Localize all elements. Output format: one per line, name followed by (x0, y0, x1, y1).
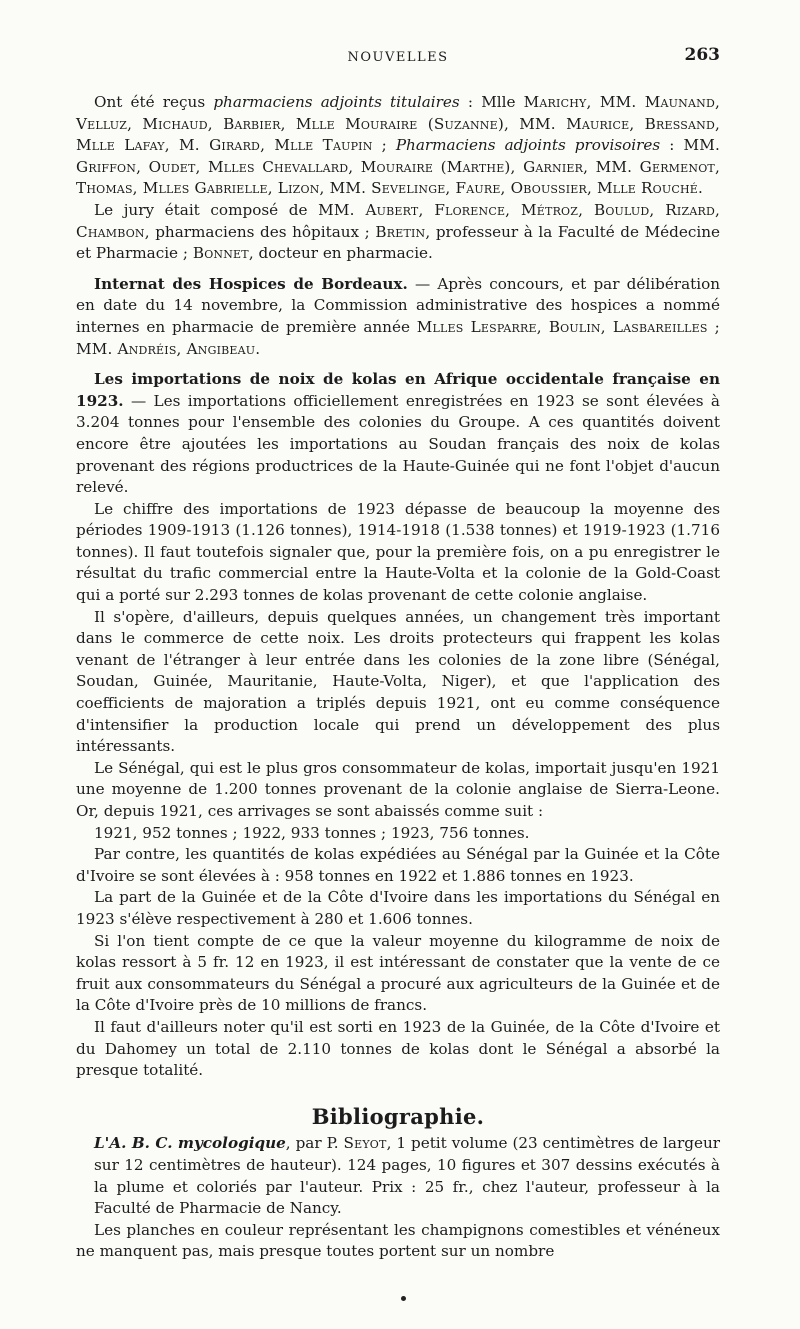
paragraph-bibliography-review: Les planches en couleur représentant les champignons comestibles et vénéneux ne manquent pas, mais presque toutes portent sur un nombre (76, 1220, 720, 1261)
bibliography-entry: L'A. B. C. mycologique, par P. Seyot, 1 petit volume (23 centimètres de largeur sur 12 centimètres de hauteur). 124 pages, 10 figures et 307 dessins exécutés à la plume et coloriés par l'auteur. Prix : 25 fr., chez l'auteur, professeur à la Faculté de Pharmacie de Nancy. (94, 1134, 720, 1218)
page-mark-dot (401, 1296, 406, 1301)
paragraph-internat-bordeaux: Internat des Hospices de Bordeaux. — Après concours, et par délibération en date du 14 novembre, la Commission administrative des hospices a nommé internes en pharmacie de première année Mlles Lesparre, Boulin, Lasbareilles ; MM. Andréis, Angibeau. (76, 274, 721, 358)
book-title: L'A. B. C. mycologique (94, 1134, 286, 1153)
body-text (76, 92, 720, 1263)
section-title-kolas: Les importations de noix de kolas en Afrique occidentale française en 1923. (76, 370, 720, 410)
paragraph-kolas-intro: Les importations de noix de kolas en Afrique occidentale française en 1923. — Les importations officiellement enregistrées en 1923 se sont élevées à 3.204 tonnes pour l'ensemble des colonies du Groupe. A ces quantités doivent encore être ajoutées les importations au Soudan français des noix de kolas provenant des régions productrices de la Haute-Guinée qui ne font l'objet d'aucun relevé. (76, 370, 720, 497)
paragraph-kolas-contre: Par contre, les quantités de kolas expédiées au Sénégal par la Guinée et la Côte d'Ivoire se sont élevées à : 958 tonnes en 1922 et 1.886 tonnes en 1923. (76, 845, 720, 885)
paragraph-kolas-chiffre: Le chiffre des importations de 1923 dépasse de beaucoup la moyenne des périodes 1909-1913 (1.126 tonnes), 1914-1918 (1.538 tonnes) et 1919-1923 (1.716 tonnes). Il faut toutefois signaler que, pour la première fois, on a pu enregistrer le résultat du trafic commercial entre la Haute-Volta et la colonie de la Gold-Coast qui a porté sur 2.293 tonnes de kolas provenant de cette colonie anglaise. (76, 499, 720, 605)
paragraph-kolas-total: Il faut d'ailleurs noter qu'il est sorti en 1923 de la Guinée, de la Côte d'Ivoire et du Dahomey un total de 2.110 tonnes de kolas dont le Sénégal a absorbé la presque totalité. (76, 1017, 720, 1080)
paragraph-kolas-part: La part de la Guinée et de la Côte d'Ivoire dans les importations du Sénégal en 1923 s'élève respectivement à 280 et 1.606 tonnes. (76, 888, 720, 928)
running-head-title: NOUVELLES (347, 50, 449, 65)
paragraph-kolas-arrivages: 1921, 952 tonnes ; 1922, 933 tonnes ; 1923, 756 tonnes. (94, 823, 530, 842)
bibliography-heading: Bibliographie. (311, 1103, 485, 1129)
paragraph-kolas-changement: Il s'opère, d'ailleurs, depuis quelques années, un changement très important dans le commerce de cette noix. Les droits protecteurs qui frappent les kolas venant de l'étranger à leur entrée dans les colonies de la zone libre (Sénégal, Soudan, Guinée, Mauritanie, Haute-Volta, Niger), et que l'application des coefficients de majoration a triplés depuis 1921, ont eu comme conséquence d'intensifier la production locale qui prend un développement des plus intéressants. (76, 607, 720, 756)
page-number: 263 (684, 45, 720, 65)
paragraph-kolas-senegal: Le Sénégal, qui est le plus gros consommateur de kolas, importait jusqu'en 1921 une moyenne de 1.200 tonnes provenant de la colonie anglaise de Sierra-Leone. Or, depuis 1921, ces arrivages se sont abaissés comme suit : (76, 758, 720, 820)
paragraph-kolas-valeur: Si l'on tient compte de ce que la valeur moyenne du kilogramme de noix de kolas ressort à 5 fr. 12 en 1923, il est intéressant de constater que la vente de ce fruit aux consommateurs du Sénégal a procuré aux agriculteurs de la Guinée et de la Côte d'Ivoire près de 10 millions de francs. (76, 931, 720, 1015)
running-head (78, 45, 720, 65)
paragraph-jury: Le jury était composé de MM. Aubert, Florence, Métroz, Boulud, Rizard, Chambon, pharmaciens des hôpitaux ; Bretin, professeur à la Faculté de Médecine et Pharmacie ; Bonnet, docteur en pharmacie. (76, 200, 720, 263)
book-author: Seyot (343, 1134, 387, 1153)
paragraph-pharmaciens: Ont été reçus pharmaciens adjoints titulaires : Mlle Marichy, MM. Maunand, Velluz, Michaud, Barbier, Mlle Mouraire (Suzanne), MM. Maurice, Bressand, Mlle Lafay, M. Girard, Mlle Taupin ; Pharmaciens adjoints provisoires : MM. Griffon, Oudet, Mlles Chevallard, Mouraire (Marthe), Garnier, MM. Germenot, Thomas, Mlles Gabrielle, Lizon, MM. Sevelinge, Faure, Oboussier, Mlle Rouché. (76, 93, 721, 198)
section-title-internat: Internat des Hospices de Bordeaux. (94, 274, 408, 293)
